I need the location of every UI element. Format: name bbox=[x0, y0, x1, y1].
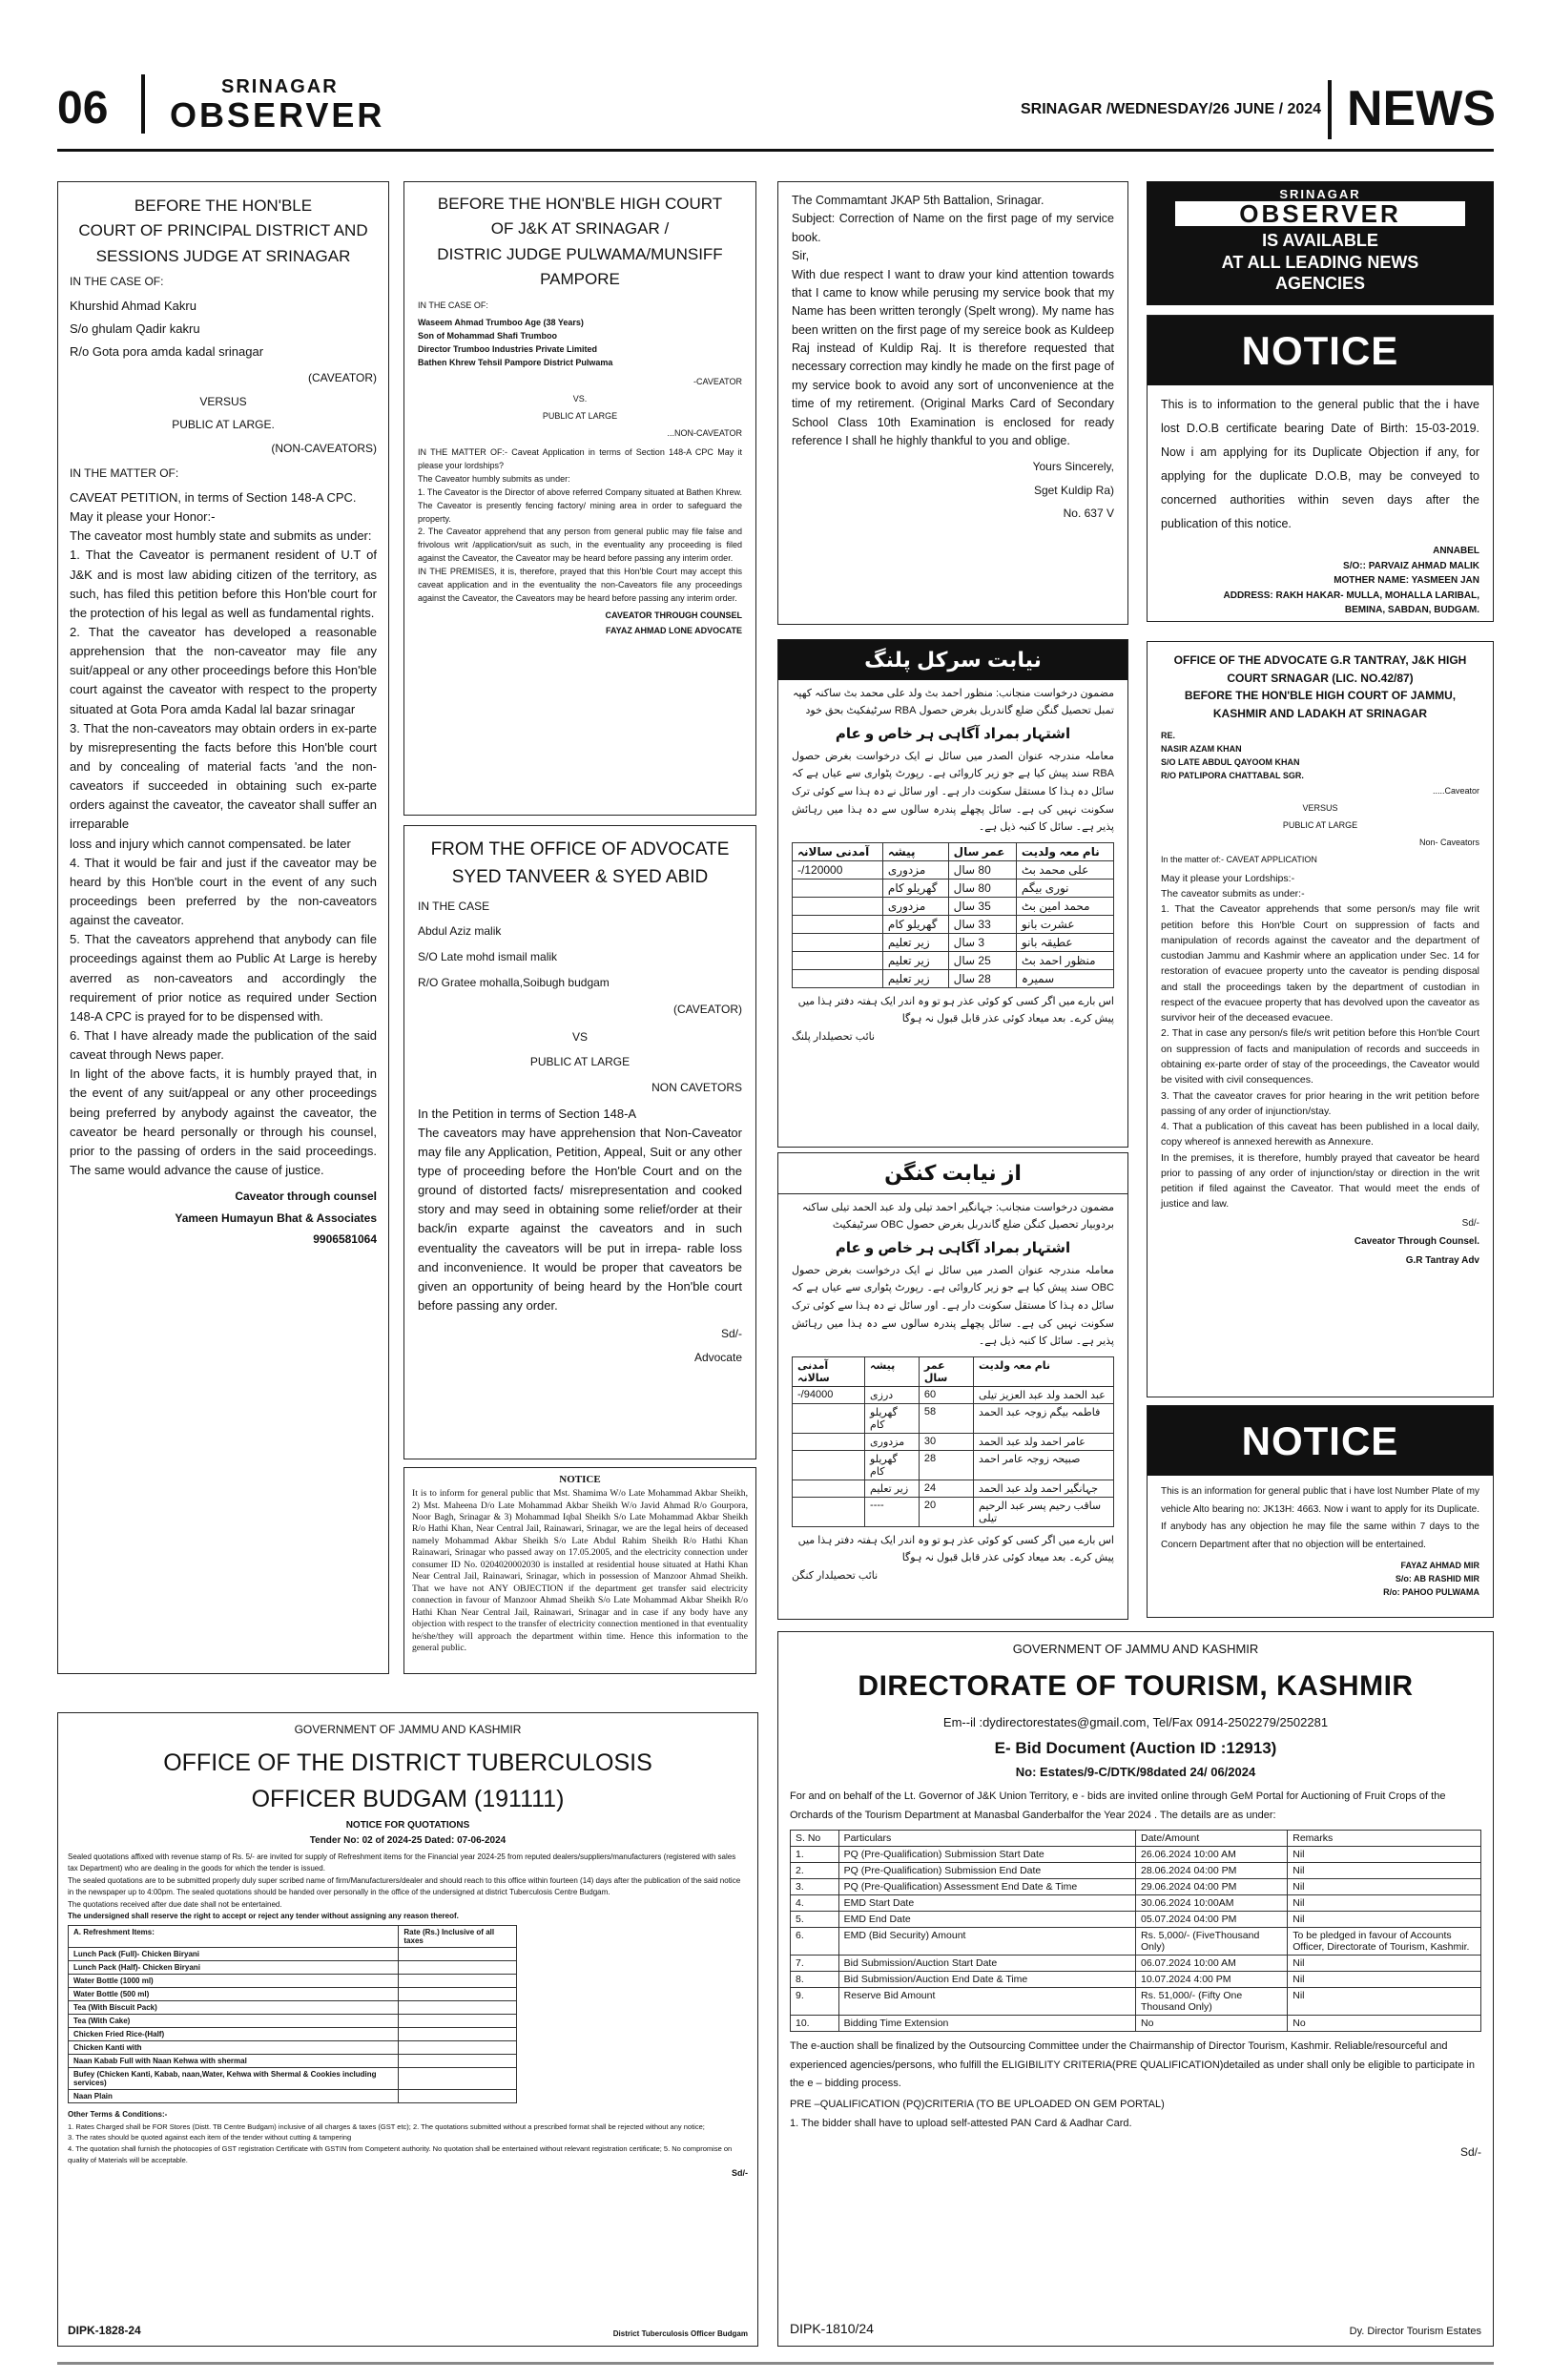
table-row: ساقب رحیم پسر عبد الرحیم تیلی 20 ---- bbox=[793, 1497, 1114, 1526]
family-table-kangan: نام معہ ولدیت عمر سال پیشہ آمدنی سالانہ عبد الحمد ولد عبد العزیز تیلی 60 درزی 94000/- فاطمہ بیگم زوجہ عبد الحمد 58 گھریلو کام عامر احمد ولد عبد الحمد 30 مزدوری صبیحہ زوجہ عامر احمد 28 گھریلو کام جہانگیر احمد ولد عبد الحمد 24 زیر تعلیم ساقب رحیم پسر عبد الرحیم تیلی 20 ---- bbox=[792, 1356, 1114, 1527]
a1-body: CAVEAT PETITION, in terms of Section 148-A CPC. May it please your Honor:- The caveator most humbly state and submits as under: 1. That the Caveator is permanent resident of U.T of J&K and is most law abiding citizen of the territory, as such, has filed this petition before this Hon'ble court for the protection of his legal as well as fundamental rights. 2. That the caveator has developed a reasonable apprehension that the non-caveator may file any suit/appeal or any other proceedings before this Hon'ble court against the caveator with respect to the property situated at Gota Pora amda Kadal lal bazar srinagar 3. That the non-caveators may obtain orders in ex-parte by misrepresenting the facts before this Hon'ble court and by concealing of material facts 'and the non-caveators if succeeded in obtaining such ex-parte orders against the caveator, the caveator shall suffer an irreparable loss and injury which cannot compensated. be later 4. That it would be fair and just if the caveator may be heard by this Hon'ble court in the event of any such proceedings been preferred by the non-caveators against the caveator. 5. That the caveators apprehend that anybody can file proceedings against them ao Public At Large is hereby averred as non-caveators and accordingly the requirement of prior notice as required under Section 148-A CPC is prayed for to be dispensed with. 6. That I have already made the publication of the said caveat through News paper. In light of the above facts, it is humbly prayed that, in the event of any suit/appeal or any other proceedings being preferred by anybody against the caveator, the caveator be heard personally or through his counsel, prior to the passing of orders in the said proceedings. The same would advance the cause of justice. bbox=[70, 490, 377, 1177]
a10-body: May it please your Lordships:- The caveator submits as under:- 1. That the Caveator apprehends that some person/s may file writ petition before this Hon'ble Court on suppression of facts and manipulation of records against the caveator and the department of custodian Jammu and Kashmir where an application under Sec. 14 for restoration of evacuee property unto the caveator is pending disposal and stall the proceedings taken by the department of custodian in respect of the evacuee property that has devolved upon the caveator as survivor heir of the deceased evacuee. 2. That in case any person/s file/s writ petition before this Hon'ble Court on suppression of facts and manipulation of records and succeeds in obtaining ex-parte order of stay of the proceedings, the Caveator would be visited with civil consequences. 3. That the caveator craves for prior hearing in the writ petition before passing of any order of injunction/stay. 4. That a publication of this caveat has been published in a local daily, copy whereof is annexed herewith as Annexure. In the premises, it is therefore, humbly prayed that caveator be heard prior to passing of any order of injunction/stay or direction in the writ petition if filed against the Caveator. That would meet the ends of justice and law. bbox=[1161, 872, 1479, 1211]
notice-dob-certificate: NOTICE This is to information to the general public that the i have lost D.O.B certificate bearing Date of Birth: 15-03-2019. Now i am applying for its Duplicate Objection if any, for applying for the duplicate D.O.B, may be conveyed to concerned authorities within seven days after the publication of this notice. ANNABEL S/O:: PARVAIZ AHMAD MALIK MOTHER NAME: YASMEEN JAN ADDRESS: RAKH HAKAR- MULLA, MOHALLA LARIBAL, BEMINA, SABDAN, BUDGAM. bbox=[1147, 315, 1494, 622]
table-row: 8. Bid Submission/Auction End Date & Time 10.07.2024 4:00 PM Nil bbox=[791, 1971, 1481, 1987]
urdu-notice-palang: نیابت سرکل پلنگ مضمون درخواست منجانب: منظور احمد بٹ ولد علی محمد بٹ ساکنہ کھپہ تمبل تحصیل گنگن ضلع گاندربل بغرض حصول RBA سرٹیفکیٹ بحق خود اشتہار بمراد آگاہی ہر خاص و عام معاملہ مندرجہ عنوان الصدر میں سائل نے ایک درخواست بغرض حصول RBA سند پیش کیا ہے جو زیر کاروائی ہے۔ رپورٹ پٹواری سے عیاں ہے کہ سائل دہ ہذا کا مستقل سکونت دار ہے۔ اور سائل نے دہ ہذا سے کوئی ترک سکونت نہیں کی ہے۔ سائل پچھلے پندرہ سالوں سے دہ ہذا میں رہائش پذیر ہے۔ سائل کا کنبہ ذیل ہے۔ نام معہ ولدیت عمر سال پیشہ آمدنی سالانہ علی محمد بٹ 80 سال مزدوری 120000/- نوری بیگم 80 سال گھریلو کام محمد امین بٹ 35 سال مزدوری عشرت بانو 33 سال گھریلو کام عطیقہ بانو 3 سال زیر تعلیم منظور احمد بٹ 25 سال زیر تعلیم سمیرہ 28 سال زیر تعلیم اس بارے میں اگر کسی کو کوئی عذر ہو تو وہ اندر ایک ہفتہ دفتر ہذا میں پیش کرے۔ بعد میعاد کوئی عذر قابل قبول نہ ہوگا نائب تحصیلدار پلنگ bbox=[777, 639, 1128, 1148]
caveat-khurshid-kakru: BEFORE THE HON'BLE COURT OF PRINCIPAL DISTRICT AND SESSIONS JUDGE AT SRINAGAR IN THE CASE OF: Khurshid Ahmad Kakru S/o ghulam Qadir kakru R/o Gota pora amda kadal srinagar (CAVEATOR) VERSUS PUBLIC AT LARGE. (NON-CAVEATORS) IN THE MATTER OF: CAVEAT PETITION, in terms of Section 148-A CPC. May it please your Honor:- The caveator most humbly state and submits as under: 1. That the Caveator is permanent resident of U.T of J&K and is most law abiding citizen of the territory, as such, has filed this petition before this Hon'ble court for the protection of his legal as well as fundamental rights. 2. That the caveator has developed a reasonable apprehension that the non-caveator may file any suit/appeal or any other proceedings before this Hon'ble court against the caveator with respect to the property situated at Gota Pora amda Kadal lal bazar srinagar 3. That the non-caveators may obtain orders in ex-parte by misrepresenting the facts before this Hon'ble court and by concealing of material facts 'and the non-caveators if succeeded in obtaining such ex-parte orders against the caveator, the caveator shall suffer an irreparable loss and injury which cannot compensated. be later 4. That it would be fair and just if the caveator may be heard by this Hon'ble court in the event of any such proceedings been preferred by the non-caveators against the caveator. 5. That the caveators apprehend that anybody can file proceedings against them ao Public At Large is hereby averred as non-caveators and accordingly the requirement of prior notice as required under Section 148-A CPC is prayed for to be dispensed with. 6. That I have already made the publication of the said caveat through News paper. In light of the above facts, it is humbly prayed that, in the event of any suit/appeal or any other proceedings being preferred by anybody against the caveator, the caveator be heard personally or through his counsel, prior to the passing of orders in the said proceedings. The same would advance the cause of justice. Caveator through counsel Yameen Humayun Bhat & Associates 9906581064 bbox=[57, 181, 389, 1674]
notice-electricity-transfer: NOTICE It is to inform for general public that Mst. Shamima W/o Late Mohammad Akbar Sheikh, 2) Mst. Maheena D/o Late Mohammad Akbar Sheikh W/o Javid Ahmad R/o Gourpora, Noor Bagh, Srinagar & 3) Mohammad Iqbal Sheikh S/o Late Mohammad Akbar Sheikh R/o Hathi Khan, Near Central Jail, Rainawari, Srinagar, we are the legal heirs of deceased namely Mohammad Akbar Sheikh S/o Late Abdul Rahim Sheikh R/o Hathi Khan Rainawari, Srinagar who passed away on 17.05.2005, and the electricity connection under consumer ID No. 0204020002030 is installed at residential house situated at Hathi Khan Near Central Jail, Rainawari, Srinagar, which in possession of Manzoor Ahmad Sheikh. That we have not ANY OBJECTION if the department get transfer said electricity connection in favour of Manzoor Ahmad Sheikh S/o Late Mohammad Akbar Sheikh R/o Hathi Khan Near Central Jail, Rainawari, Srinagar and in case if any body have any objection with respect to the transfer of electricity connection mentioned in that eventuality he/she/they will approach the department within time. Hence this information to the general public. bbox=[403, 1467, 756, 1674]
table-row: 4. EMD Start Date 30.06.2024 10:00AM Nil bbox=[791, 1894, 1481, 1911]
table-row: Naan Kabab Full with Naan Kehwa with shermal bbox=[69, 2055, 517, 2068]
a2-body: IN THE MATTER OF:- Caveat Application in terms of Section 148-A CPC May it please your lordships? The Caveator humbly submits as under: 1. The Caveator is the Director of above referred Company situated at Bathen Khrew. The Caveator is presently fencing factory/ mining area in order to safeguard the property. 2. The Caveator apprehend that any person from general public may file false and frivolous writ /application/suit as such, in the eventuality any proceeding is filed against the Caveator, the Caveator may be heard before passing any interim order. IN THE PREMISES, it is, therefore, prayed that this Hon'ble Court may accept this caveat application and in the eventuality the non-Caveators file any proceedings against the Caveator, the Caveators may be heard before passing any interim order. bbox=[418, 446, 742, 604]
table-row: Water Bottle (1000 ml) bbox=[69, 1975, 517, 1988]
table-row: Tea (With Biscuit Pack) bbox=[69, 2001, 517, 2015]
table-row: Chicken Kanti with bbox=[69, 2041, 517, 2055]
name-correction-letter: The Commamtant JKAP 5th Battalion, Srinagar. Subject: Correction of Name on the first page of my service book. Sir, With due respect I want to draw your kind attention towards that I came to know while perusing my service book that my Name has been written terongly (Spelt wrong). My name has been written on the first page of my sereice book as Kuldeep Raj instead of Kuldip Raj. It is therefore requested that necessary correction may kindly he made on the first page of my service book to avoid any sort of unconvenience at the time of my retirement. (Original Marks Card of Secondary School Class 10th Examination is enclosed for ready reference I shall he highly thankful to you and oblige. Yours Sincerely, Sget Kuldip Ra) No. 637 V bbox=[777, 181, 1128, 625]
section-title: NEWS bbox=[1347, 81, 1496, 136]
a12-body: Sealed quotations affixed with revenue stamp of Rs. 5/- are invited for supply of Refreshment items for the Financial year 2024-25 from reputed dealers/suppliers/manufacturers (registered with sales tax Department) who are dealing in the goods for which the tender is issued. The sealed quotations are to be submitted properly duly super scribed name of firm/Manufacturers/dealer and should reach to this office within fourteen (14) days after the publication of the said notice in the newspaper up to 4:00pm. The sealed quotations should be handed over personally in the office of the undersigned at district Tuberculosis Centre Budgam. The quotations received after due date shall not be entertained. The undersigned shall reserve the right to accept or reject any tender without assigning any reason thereof. bbox=[68, 1852, 741, 1921]
table-row: جہانگیر احمد ولد عبد الحمد 24 زیر تعلیم bbox=[793, 1480, 1114, 1497]
section-divider bbox=[1328, 80, 1332, 139]
a11-signature: FAYAZ AHMAD MIR S/o: AB RASHID MIR R/o: PAHOO PULWAMA bbox=[1383, 1561, 1479, 1597]
observer-availability-banner: SRINAGAR OBSERVER IS AVAILABLE AT ALL LEADING NEWS AGENCIES bbox=[1147, 181, 1494, 305]
table-row: 9. Reserve Bid Amount Rs. 51,000/- (Fifty One Thousand Only) Nil bbox=[791, 1987, 1481, 2015]
caveat-nasir-azam-khan: OFFICE OF THE ADVOCATE G.R TANTRAY, J&K HIGH COURT SRNAGAR (LIC. NO.42/87) BEFORE THE HON'BLE HIGH COURT OF JAMMU, KASHMIR AND LADAKH AT SRINAGAR RE. NASIR AZAM KHAN S/O LATE ABDUL QAYOOM KHAN R/O PATLIPORA CHATTABAL SGR. .....Caveator VERSUS PUBLIC AT LARGE Non- Caveators In the matter of:- CAVEAT APPLICATION May it please your Lordships:- The caveator submits as under:- 1. That the Caveator apprehends that some person/s may file writ petition before this Hon'ble Court on suppression of facts and manipulation of records against the caveator and the department of custodian Jammu and Kashmir where an application under Sec. 14 for restoration of evacuee property unto the caveator is pending disposal and stall the proceedings taken by the department of custodian in respect of the evacuee property that has devolved upon the caveator as survivor heir of the deceased evacuee. 2. That in case any person/s file/s writ petition before this Hon'ble Court on suppression of facts and manipulation of records and succeeds in obtaining ex-parte order of stay of the proceedings, the Caveator would be visited with civil consequences. 3. That the caveator craves for prior hearing in the writ petition before passing of any order of injunction/stay. 4. That a publication of this caveat has been published in a local daily, copy whereof is annexed herewith as Annexure. In the premises, it is therefore, humbly prayed that caveator be heard prior to passing of any order of injunction/stay or direction in the writ petition if filed against the Caveator. That would meet the ends of justice and law. Sd/- Caveator Through Counsel. G.R Tantray Adv bbox=[1147, 641, 1494, 1397]
a10-parties: RE. NASIR AZAM KHAN S/O LATE ABDUL QAYOOM KHAN R/O PATLIPORA CHATTABAL SGR. bbox=[1161, 731, 1304, 781]
notice-number-plate: NOTICE This is an information for general public that i have lost Number Plate of my vehicle Alto bearing no: JK13H: 4663. Now i want to apply for its Duplicate. If anybody has any objection he may file the same within 7 days to the Concern Department after that no objection will be entertained. FAYAZ AHMAD MIR S/o: AB RASHID MIR R/o: PAHOO PULWAMA bbox=[1147, 1405, 1494, 1618]
caveat-abdul-aziz-malik: FROM THE OFFICE OF ADVOCATE SYED TANVEER & SYED ABID IN THE CASE Abdul Aziz malik S/O Late mohd ismail malik R/O Gratee mohalla,Soibugh budgam (CAVEATOR) VS PUBLIC AT LARGE NON CAVETORS In the Petition in terms of Section 148-A The caveators may have apprehension that Non-Caveator may file any Application, Petition, Appeal, Suit or any other type of proceeding before the Hon'ble Court and on the ground of distorted facts/ misrepresentation and cooked story and may seed in obtaining some relief/order at their back/in exparte against the caveators and in such eventuality the caveators will be put in irrepa- rable loss and inconvenience. It would be proper that caveators be given an opportunity of being heard by the Hon'ble court before passing any order. Sd/- Advocate bbox=[403, 825, 756, 1459]
caveat-waseem-trumboo: BEFORE THE HON'BLE HIGH COURT OF J&K AT SRINAGAR / DISTRIC JUDGE PULWAMA/MUNSIFF PAMPORE IN THE CASE OF: Waseem Ahmad Trumboo Age (38 Years) Son of Mohammad Shafi Trumboo Director Trumboo Industries Private Limited Bathen Khrew Tehsil Pampore District Pulwama -CAVEATOR VS. PUBLIC AT LARGE ...NON-CAVEATOR IN THE MATTER OF:- Caveat Application in terms of Section 148-A CPC May it please your lordships? The Caveator humbly submits as under: 1. The Caveator is the Director of above referred Company situated at Bathen Khrew. The Caveator is presently fencing factory/ mining area in order to safeguard the property. 2. The Caveator apprehend that any person from general public may file false and frivolous writ /application/suit as such, in the eventuality any proceeding is filed against the Caveator, the Caveator may be heard before passing any interim order. IN THE PREMISES, it is, therefore, prayed that this Hon'ble Court may accept this caveat application and in the eventuality the non-Caveators file any proceedings against the Caveator, the Caveators may be heard before passing any interim order. CAVEATOR THROUGH COUNSEL FAYAZ AHMAD LONE ADVOCATE bbox=[403, 181, 756, 816]
table-row: 5. EMD End Date 05.07.2024 04:00 PM Nil bbox=[791, 1911, 1481, 1927]
table-row: Tea (With Cake) bbox=[69, 2015, 517, 2028]
table-row: Naan Plain bbox=[69, 2090, 517, 2103]
urdu-notice-kangan: از نیابت کنگن مضمون درخواست منجانب: جہانگیر احمد تیلی ولد عبد الحمد تیلی ساکنہ بردوبیار تحصیل کنگن ضلع گاندربل بغرض حصول OBC سرٹیفکیٹ اشتہار بمراد آگاہی ہر خاص و عام معاملہ مندرجہ عنوان الصدر میں سائل نے ایک درخواست بغرض حصول OBC سند پیش کیا ہے جو زیر کاروائی ہے۔ رپورٹ پٹواری سے عیاں ہے کہ سائل دہ ہذا کا مستقل سکونت دار ہے۔ اور سائل نے دہ ہذا سے کوئی ترک سکونت نہیں کی ہے۔ سائل پچھلے پندرہ سالوں سے دہ ہذا میں رہائش پذیر ہے۔ سائل کا کنبہ ذیل ہے۔ نام معہ ولدیت عمر سال پیشہ آمدنی سالانہ عبد الحمد ولد عبد العزیز تیلی 60 درزی 94000/- فاطمہ بیگم زوجہ عبد الحمد 58 گھریلو کام عامر احمد ولد عبد الحمد 30 مزدوری صبیحہ زوجہ عامر احمد 28 گھریلو کام جہانگیر احمد ولد عبد الحمد 24 زیر تعلیم ساقب رحیم پسر عبد الرحیم تیلی 20 ---- اس بارے میں اگر کسی کو کوئی عذر ہو تو وہ اندر ایک ہفتہ دفتر ہذا میں پیش کرے۔ بعد میعاد کوئی عذر قابل قبول نہ ہوگا نائب تحصیلدار کنگن bbox=[777, 1152, 1128, 1620]
table-row: منظور احمد بٹ 25 سال زیر تعلیم bbox=[793, 951, 1114, 969]
a10-title: OFFICE OF THE ADVOCATE G.R TANTRAY, J&K HIGH COURT SRNAGAR (LIC. NO.42/87) BEFORE THE HON'BLE HIGH COURT OF JAMMU, KASHMIR AND LADAKH AT SRINAGAR bbox=[1173, 653, 1467, 720]
dateline: SRINAGAR /WEDNESDAY/26 JUNE / 2024 bbox=[1021, 101, 1322, 117]
refreshment-items-table: A. Refreshment Items: Rate (Rs.) Inclusive of all taxes Lunch Pack (Full)- Chicken Biryani Lunch Pack (Half)- Chicken Biryani Water Bottle (1000 ml) Water Bottle (500 ml) Tea (With Biscuit Pack) Tea (With Cake) Chicken Fried Rice-(Half) Chicken Kanti with Naan Kabab Full with Naan Kehwa with shermal Bufey (Chicken Kanti, Kabab, naan,Water, Kehwa with Shermal & Cookies including services) Naan Plain bbox=[68, 1925, 517, 2103]
masthead-subtitle: SRINAGAR bbox=[221, 76, 339, 97]
table-row: عطیقہ بانو 3 سال زیر تعلیم bbox=[793, 933, 1114, 951]
a9-signature: ANNABEL S/O:: PARVAIZ AHMAD MALIK MOTHER NAME: YASMEEN JAN ADDRESS: RAKH HAKAR- MULLA, MOHALLA LARIBAL, BEMINA, SABDAN, BUDGAM. bbox=[1223, 546, 1479, 616]
tourism-e-bid-notice: GOVERNMENT OF JAMMU AND KASHMIR DIRECTORATE OF TOURISM, KASHMIR Em--il :dydirectorestates@gmail.com, Tel/Fax 0914-2502279/2502281 E- Bid Document (Auction ID :12913) No: Estates/9-C/DTK/98dated 24/ 06/2024 For and on behalf of the Lt. Governor of J&K Union Territory, e - bids are invited online through GeM Portal for Auctioning of Fruit Crops of the Orchards of the Tourism Department at Manasbal Ganderbalfor the Year 2024 . The details are as under: S. No Particulars Date/Amount Remarks 1. PQ (Pre-Qualification) Submission Start Date 26.06.2024 10:00 AM Nil 2. PQ (Pre-Qualification) Submission End Date 28.06.2024 04:00 PM Nil 3. PQ (Pre-Qualification) Assessment End Date & Time 29.06.2024 04:00 PM Nil 4. EMD Start Date 30.06.2024 10:00AM Nil 5. EMD End Date 05.07.2024 04:00 PM Nil 6. EMD (Bid Security) Amount Rs. 5,000/- (FiveThousand Only) To be pledged in favour of Accounts Officer, Directorate of Tourism, Kashmir. 7. Bid Submission/Auction Start Date 06.07.2024 10:00 AM Nil 8. Bid Submission/Auction End Date & Time 10.07.2024 4:00 PM Nil 9. Reserve Bid Amount Rs. 51,000/- (Fifty One Thousand Only) Nil 10. Bidding Time Extension No No The e-auction shall be finalized by the Outsourcing Committee under the Chairmanship of Director Tourism, Kashmir. Reliable/resourceful and experienced agencies/persons, who fulfill the ELIGIBILITY CRITERIA(PRE QUALIFICATION)detailed as under shall only be eligible to participate in the e – bidding process. PRE –QUALIFICATION (PQ)CRITERIA (TO BE UPLOADED ON GEM PORTAL) 1. The bidder shall have to upload self-attested PAN Card & Aadhar Card. Sd/- DIPK-1810/24 Dy. Director Tourism Estates bbox=[777, 1631, 1494, 2347]
table-row: صبیحہ زوجہ عامر احمد 28 گھریلو کام bbox=[793, 1450, 1114, 1480]
e-bid-schedule-table: S. No Particulars Date/Amount Remarks 1. PQ (Pre-Qualification) Submission Start Date 26.06.2024 10:00 AM Nil 2. PQ (Pre-Qualification) Submission End Date 28.06.2024 04:00 PM Nil 3. PQ (Pre-Qualification) Assessment End Date & Time 29.06.2024 04:00 PM Nil 4. EMD Start Date 30.06.2024 10:00AM Nil 5. EMD End Date 05.07.2024 04:00 PM Nil 6. EMD (Bid Security) Amount Rs. 5,000/- (FiveThousand Only) To be pledged in favour of Accounts Officer, Directorate of Tourism, Kashmir. 7. Bid Submission/Auction Start Date 06.07.2024 10:00 AM Nil 8. Bid Submission/Auction End Date & Time 10.07.2024 4:00 PM Nil 9. Reserve Bid Amount Rs. 51,000/- (Fifty One Thousand Only) Nil 10. Bidding Time Extension No No bbox=[790, 1830, 1481, 2032]
family-table-palang: نام معہ ولدیت عمر سال پیشہ آمدنی سالانہ علی محمد بٹ 80 سال مزدوری 120000/- نوری بیگم 80 سال گھریلو کام محمد امین بٹ 35 سال مزدوری عشرت بانو 33 سال گھریلو کام عطیقہ بانو 3 سال زیر تعلیم منظور احمد بٹ 25 سال زیر تعلیم سمیرہ 28 سال زیر تعلیم bbox=[792, 842, 1114, 988]
footer-rule bbox=[57, 2362, 1494, 2365]
table-row: 7. Bid Submission/Auction Start Date 06.07.2024 10:00 AM Nil bbox=[791, 1955, 1481, 1971]
table-row: نوری بیگم 80 سال گھریلو کام bbox=[793, 879, 1114, 897]
table-row: محمد امین بٹ 35 سال مزدوری bbox=[793, 897, 1114, 915]
a3-title: FROM THE OFFICE OF ADVOCATE SYED TANVEER & SYED ABID bbox=[430, 839, 730, 888]
table-row: علی محمد بٹ 80 سال مزدوری 120000/- bbox=[793, 860, 1114, 879]
table-row: عامر احمد ولد عبد الحمد 30 مزدوری bbox=[793, 1433, 1114, 1450]
table-row: Bufey (Chicken Kanti, Kabab, naan,Water, Kehwa with Shermal & Cookies including services) bbox=[69, 2068, 517, 2090]
table-row: Lunch Pack (Full)- Chicken Biryani bbox=[69, 1948, 517, 1961]
a12-conditions: 1. Rates Charged shall be FOR Stores (Distt. TB Centre Budgam) inclusive of all charges & taxes (GST etc); 2. The quotations submitted without a prescribed format shall be rejected without any notice; 3. The rates should be quoted against each item of the tender without cutting & tampering 4. The quotation shall furnish the photocopies of GST registration Certificate with GSTIN from Competent authority. No quotation shall be entertained without relevant registration certificate; 5. No compromise on quality of Materials will be acceptable. bbox=[68, 2121, 733, 2164]
table-row: 3. PQ (Pre-Qualification) Assessment End Date & Time 29.06.2024 04:00 PM Nil bbox=[791, 1878, 1481, 1894]
header-rule bbox=[57, 149, 1494, 152]
page-number: 06 bbox=[57, 83, 109, 134]
table-row: عبد الحمد ولد عبد العزیز تیلی 60 درزی 94000/- bbox=[793, 1386, 1114, 1403]
masthead-logo: OBSERVER bbox=[170, 95, 385, 135]
a1-title: BEFORE THE HON'BLE COURT OF PRINCIPAL DISTRICT AND SESSIONS JUDGE AT SRINAGAR bbox=[78, 197, 368, 265]
table-row: عشرت بانو 33 سال گھریلو کام bbox=[793, 915, 1114, 933]
a5-body: The Commamtant JKAP 5th Battalion, Srinagar. Subject: Correction of Name on the first page of my service book. Sir, With due respect I want to draw your kind attention towards that I came to know while perusing my service book that my Name has been written terongly (Spelt wrong). My name has been written on the first page of my sereice book as Kuldeep Raj instead of Kuldip Raj. It is therefore requested that necessary correction may kindly he made on the first page of my service book to avoid any sort of unconvenience at the time of my retirement. (Original Marks Card of Secondary School Class 10th Examination is enclosed for ready reference I shall he highly thankful to you and oblige. bbox=[792, 194, 1114, 447]
table-row: Water Bottle (500 ml) bbox=[69, 1988, 517, 2001]
table-row: سمیرہ 28 سال زیر تعلیم bbox=[793, 969, 1114, 987]
tb-officer-quotation-notice: GOVERNMENT OF JAMMU AND KASHMIR OFFICE OF THE DISTRICT TUBERCULOSIS OFFICER BUDGAM (191111) NOTICE FOR QUOTATIONS Tender No: 02 of 2024-25 Dated: 07-06-2024 Sealed quotations affixed with revenue stamp of Rs. 5/- are invited for supply of Refreshment items for the Financial year 2024-25 from reputed dealers/suppliers/manufacturers (registered with sales tax Department) who are dealing in the goods for which the tender is issued. The sealed quotations are to be submitted properly duly super scribed name of firm/Manufacturers/dealer and should reach to this office within fourteen (14) days after the publication of the said notice in the newspaper up to 4:00pm. The sealed quotations should be handed over personally in the office of the undersigned at district Tuberculosis Centre Budgam. The quotations received after due date shall not be entertained. The undersigned shall reserve the right to accept or reject any tender without assigning any reason thereof. A. Refreshment Items: Rate (Rs.) Inclusive of all taxes Lunch Pack (Full)- Chicken Biryani Lunch Pack (Half)- Chicken Biryani Water Bottle (1000 ml) Water Bottle (500 ml) Tea (With Biscuit Pack) Tea (With Cake) Chicken Fried Rice-(Half) Chicken Kanti with Naan Kabab Full with Naan Kehwa with shermal Bufey (Chicken Kanti, Kabab, naan,Water, Kehwa with Shermal & Cookies including services) Naan Plain Other Terms & Conditions:- 1. Rates Charged shall be FOR Stores (Distt. TB Centre Budgam) inclusive of all charges & taxes (GST etc); 2. The quotations submitted without a prescribed format shall be rejected without any notice; 3. The rates should be quoted against each item of the tender without cutting & tampering 4. The quotation shall furnish the photocopies of GST registration Certificate with GSTIN from Competent authority. No quotation shall be entertained without relevant registration certificate; 5. No compromise on quality of Materials will be acceptable. Sd/- DIPK-1828-24 District Tuberculosis Officer Budgam bbox=[57, 1712, 758, 2347]
table-row: Lunch Pack (Half)- Chicken Biryani bbox=[69, 1961, 517, 1975]
table-row: 6. EMD (Bid Security) Amount Rs. 5,000/- (FiveThousand Only) To be pledged in favour of Accounts Officer, Directorate of Tourism, Kashmir. bbox=[791, 1927, 1481, 1955]
masthead-divider bbox=[141, 74, 145, 134]
table-row: Chicken Fried Rice-(Half) bbox=[69, 2028, 517, 2041]
a12-title: OFFICE OF THE DISTRICT TUBERCULOSIS OFFICER BUDGAM (191111) bbox=[163, 1749, 652, 1813]
table-row: 10. Bidding Time Extension No No bbox=[791, 2015, 1481, 2031]
a2-title: BEFORE THE HON'BLE HIGH COURT OF J&K AT SRINAGAR / DISTRIC JUDGE PULWAMA/MUNSIFF PAMPORE bbox=[437, 195, 723, 289]
a3-body: In the Petition in terms of Section 148-A The caveators may have apprehension that Non-Caveator may file any Application, Petition, Appeal, Suit or any other type of proceeding before the Hon'ble Court and on the ground of distorted facts/ misrepresentation and cooked story and may seed in obtaining some relief/order at their back/in exparte against the caveators and in such eventuality the caveators will be put in irrepa- rable loss and inconvenience. It would be proper that caveators be given an opportunity of being heard by the Hon'ble court before passing any order. bbox=[418, 1106, 742, 1314]
table-row: 1. PQ (Pre-Qualification) Submission Start Date 26.06.2024 10:00 AM Nil bbox=[791, 1846, 1481, 1862]
table-row: 2. PQ (Pre-Qualification) Submission End Date 28.06.2024 04:00 PM Nil bbox=[791, 1862, 1481, 1878]
table-row: فاطمہ بیگم زوجہ عبد الحمد 58 گھریلو کام bbox=[793, 1403, 1114, 1433]
